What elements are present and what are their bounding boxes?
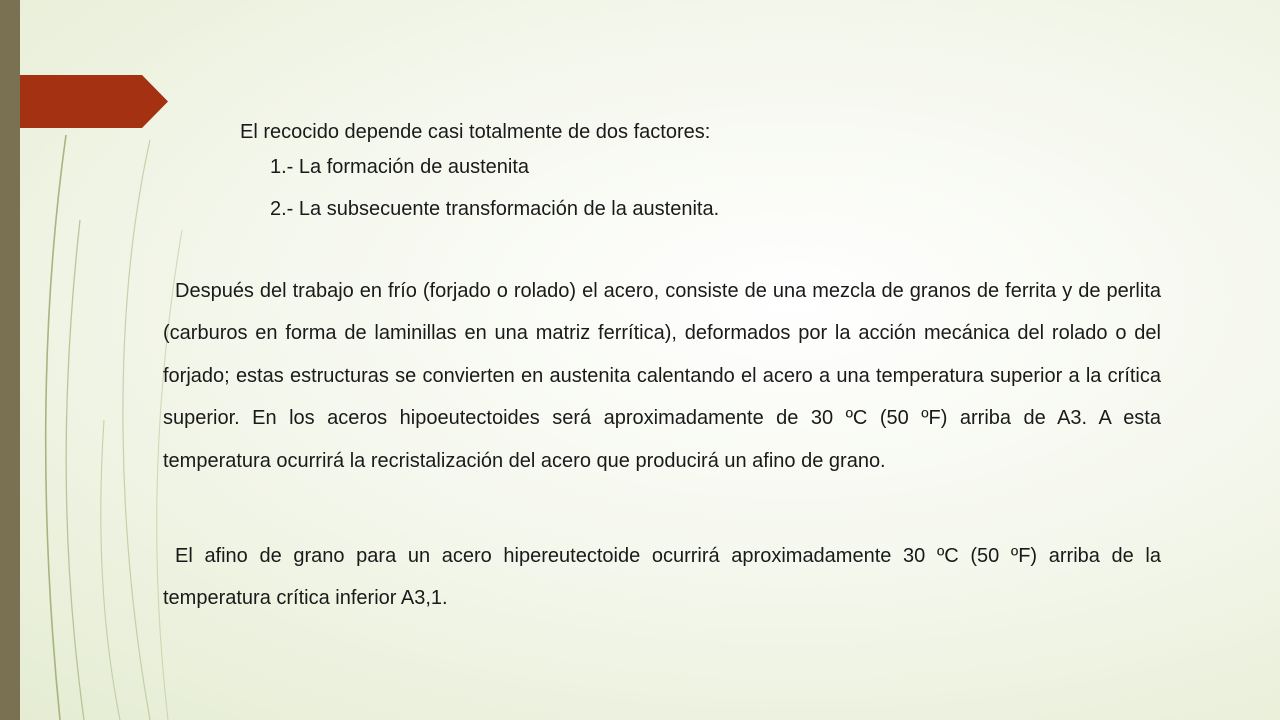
paragraph-grain-refinement: El afino de grano para un acero hipereutectoide ocurrirá aproximadamente 30 ºC (50 ºF) arriba de la temperatura crítica inferior A3,1. [163, 545, 1161, 610]
accent-tab-shape [20, 75, 168, 128]
paragraph-annealing-process: Después del trabajo en frío (forjado o rolado) el acero, consiste de una mezcla de granos de ferrita y de perlita (carburos en forma de laminillas en una matriz ferrítica), deformados por la acción mecánica del rolado o del forjado; estas estructuras se convierten en austenita calentando el acero a una temperatura superior a la crítica superior. En los aceros hipoeutectoides será aproximadamente de 30 ºC (50 ºF) arriba de A3. A esta temperatura ocurrirá la recristalización del acero que producirá un afino de grano. [163, 280, 1161, 472]
factor-item-2: 2.- La subsecuente transformación de la austenita. [270, 198, 720, 220]
heading-text: El recocido depende casi totalmente de dos factores: [240, 121, 711, 143]
factor-item-1: 1.- La formación de austenita [270, 156, 530, 178]
